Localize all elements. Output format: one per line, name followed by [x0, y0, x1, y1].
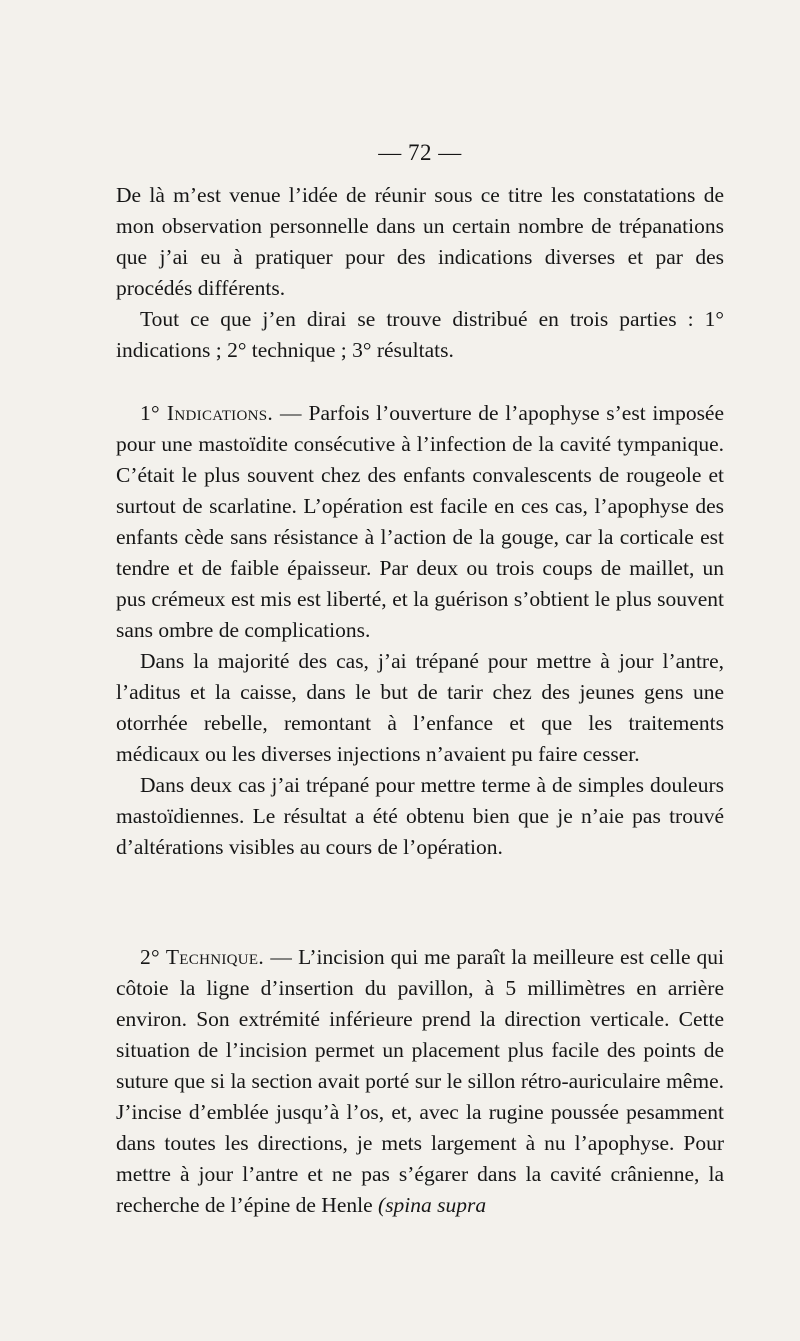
technique-lead-text: L’incision qui me paraît la meilleure est celle qui côtoie la ligne d’insertion du pavillon, à 5 millimètres en arrière environ. Son extrémité inférieure prend la direction verticale. Cette situation de l’incision permet un placement plus facile des points de suture que si la section avait porté sur le sillon rétro-auriculaire même. J’incise d’emblée jusqu’à l’os, et, avec la rugine poussée pesamment dans toutes les directions, je mets largement à nu l’apophyse. Pour mettre à jour l’antre et ne pas s’égarer dans la cavité crânienne, la recherche de l’épine de Henle — [116, 945, 724, 1217]
page-number: — 72 — — [378, 140, 462, 165]
intro-block — [116, 180, 724, 366]
indications-lead-text: Parfois l’ouverture de l’apophyse s’est imposée pour une mastoïdite consécutive à l’infection de la cavité tympanique. C’était le plus souvent chez des enfants convalescents de rougeole et surtout de scarlatine. L’opération est facile en ces cas, l’apophyse des enfants cède sans résistance à l’action de la gouge, car la corticale est tendre et de faible épaisseur. Par deux ou trois coups de maillet, un pus crémeux est mis est liberté, et la guérison s’obtient le plus souvent sans ombre de complications. — [116, 401, 725, 642]
section-technique — [116, 942, 724, 1221]
section-indications — [116, 398, 724, 863]
indications-paragraph — [116, 398, 724, 646]
indications-paragraph-3: Dans deux cas j’ai trépané pour mettre terme à de simples douleurs mastoïdiennes. Le résultat a été obtenu bien que je n’aie pas trouvé d’altérations visibles au cours de l’opération. — [116, 773, 724, 859]
technique-heading: 2° Technique. — — [140, 945, 293, 969]
indications-heading: 1° Indications. — — [140, 401, 302, 425]
outline-paragraph: Tout ce que j’en dirai se trouve distribué en trois parties : 1° indications ; 2° technique ; 3° résultats. — [116, 307, 724, 362]
technique-paragraph — [116, 942, 724, 1221]
intro-paragraph: De là m’est venue l’idée de réunir sous ce titre les constatations de mon observation personnelle dans un certain nombre de trépanations que j’ai eu à pratiquer pour des indications diverses et par des procédés différents. — [116, 183, 724, 300]
indications-paragraph-2: Dans la majorité des cas, j’ai trépané pour mettre à jour l’antre, l’aditus et la caisse, dans le but de tarir chez des jeunes gens une otorrhée rebelle, remontant à l’enfance et que les traitements médicaux ou les diverses injections n’avaient pu faire cesser. — [116, 649, 724, 766]
technique-italic-tail: (spina supra — [378, 1193, 487, 1217]
